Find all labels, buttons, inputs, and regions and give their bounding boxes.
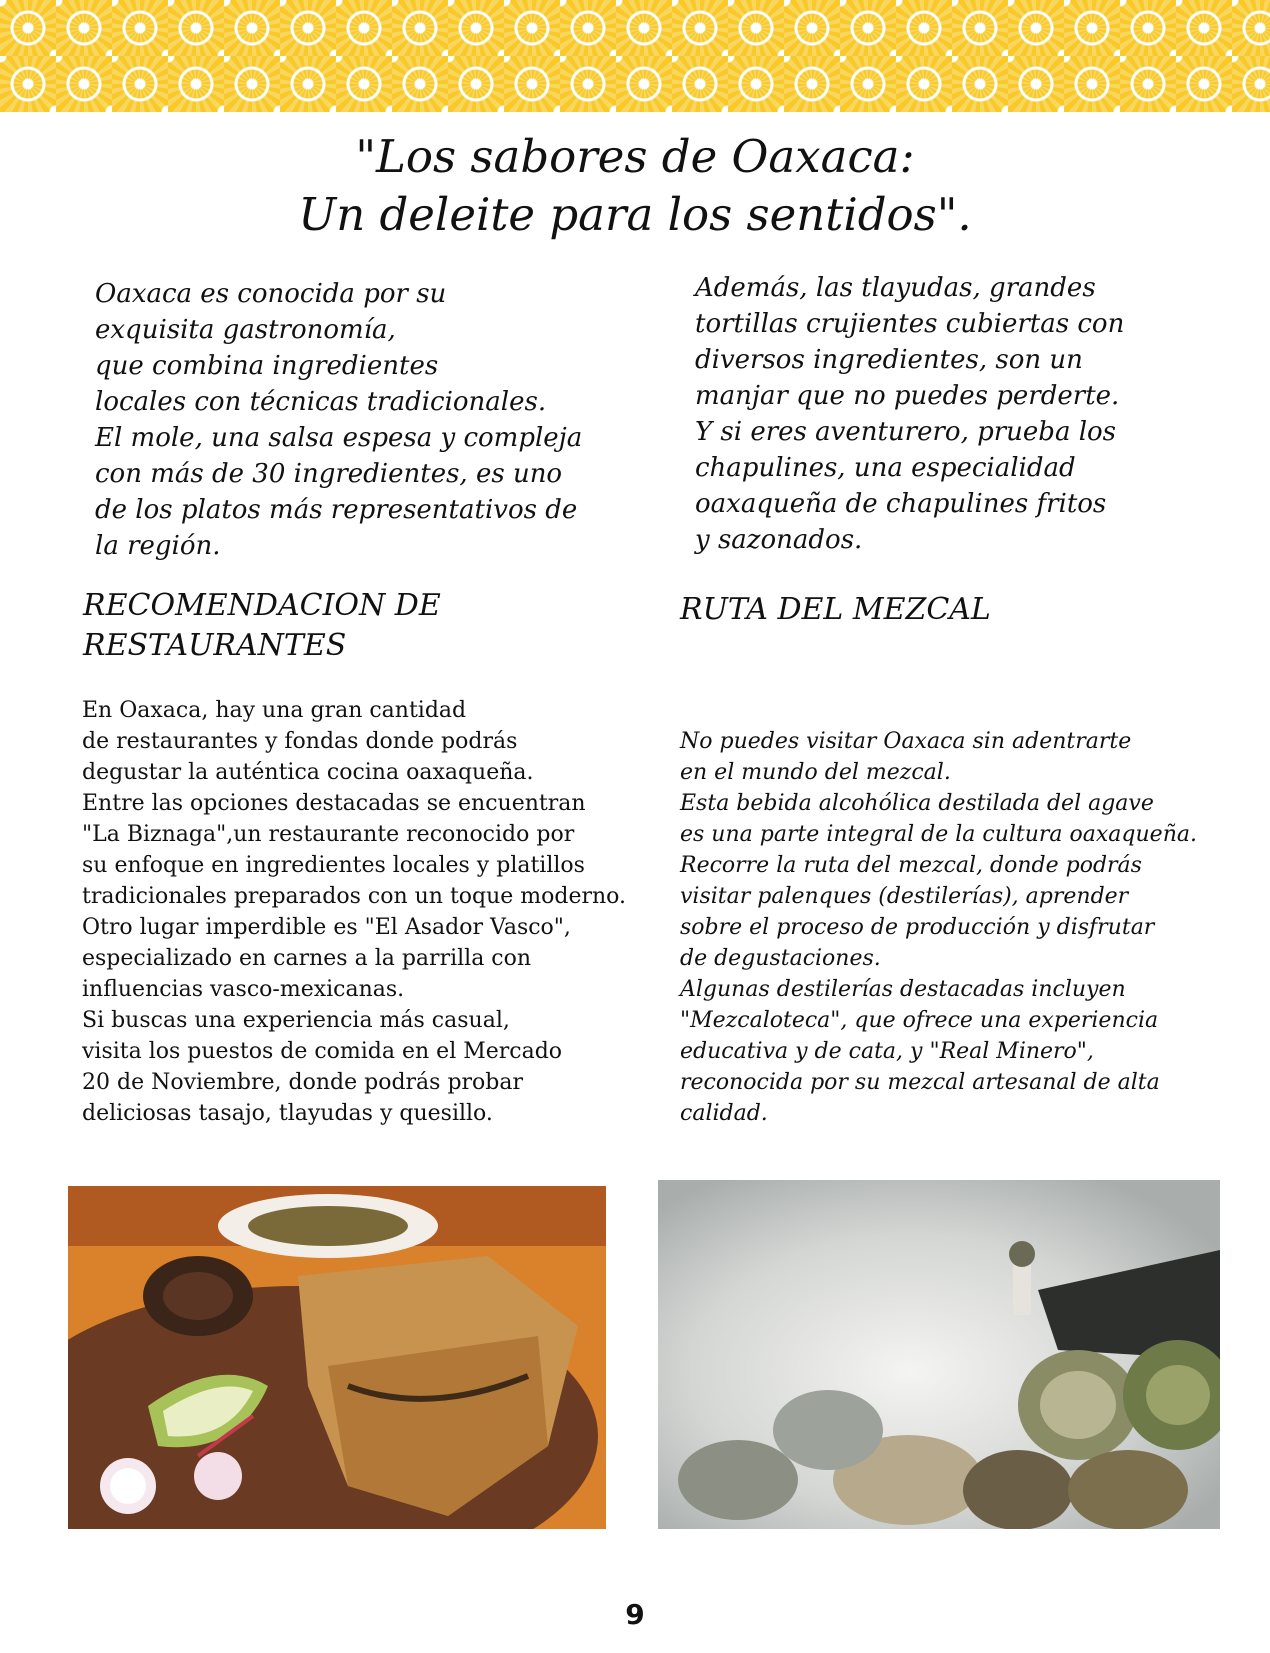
tlayuda-plate-photo (68, 1186, 606, 1529)
page-title (0, 128, 1270, 244)
page-number: 9 (625, 1598, 645, 1631)
page-title-line1: "Los sabores de Oaxaca: (355, 130, 915, 183)
intro-right-paragraph: Además, las tlayudas, grandes tortillas crujientes cubiertas con diversos ingredientes, son un manjar que no puedes perderte. Y si eres aventurero, prueba los chapulines, una especialidad oaxaqueña de chapulines fritos y sazonados. (695, 273, 1125, 555)
page-title-line2: Un deleite para los sentidos". (298, 188, 972, 241)
agave-pinas-smoke-photo (658, 1180, 1220, 1529)
restaurants-body: En Oaxaca, hay una gran cantidad de restaurantes y fondas donde podrás degustar la auténtica cocina oaxaqueña. Entre las opciones destacadas se encuentran "La Biznaga",un restaurante reconocido por su enfoque en ingredientes locales y platillos tradicionales preparados con un toque moderno. Otro lugar imperdible es "El Asador Vasco", especializado en carnes a la parrilla con influencias vasco-mexicanas. Si buscas una experiencia más casual, visita los puestos de comida en el Mercado 20 de Noviembre, donde podrás probar deliciosas tasajo, tlayudas y quesillo. (82, 698, 627, 1126)
mezcal-heading: RUTA DEL MEZCAL (680, 592, 991, 627)
intro-left-paragraph: Oaxaca es conocida por su exquisita gastronomía, que combina ingredientes locales con técnicas tradicionales. El mole, una salsa espesa y compleja con más de 30 ingredientes, es uno de los platos más representativos de la región. (95, 279, 583, 561)
decorative-pattern-banner (0, 0, 1270, 112)
restaurants-heading-line1: RECOMENDACION DE (83, 588, 441, 623)
mezcal-body: No puedes visitar Oaxaca sin adentrarte en el mundo del mezcal. Esta bebida alcohólica destilada del agave es una parte integral de la cultura oaxaqueña. Recorre la ruta del mezcal, donde podrás visitar palenques (destilerías), aprender sobre el proceso de producción y disfrutar de degustaciones. Algunas destilerías destacadas incluyen "Mezcaloteca", que ofrece una experiencia educativa y de cata, y "Real Minero", reconocida por su mezcal artesanal de alta calidad. (680, 729, 1197, 1126)
restaurants-heading-line2: RESTAURANTES (83, 628, 347, 663)
restaurants-heading (83, 586, 643, 666)
